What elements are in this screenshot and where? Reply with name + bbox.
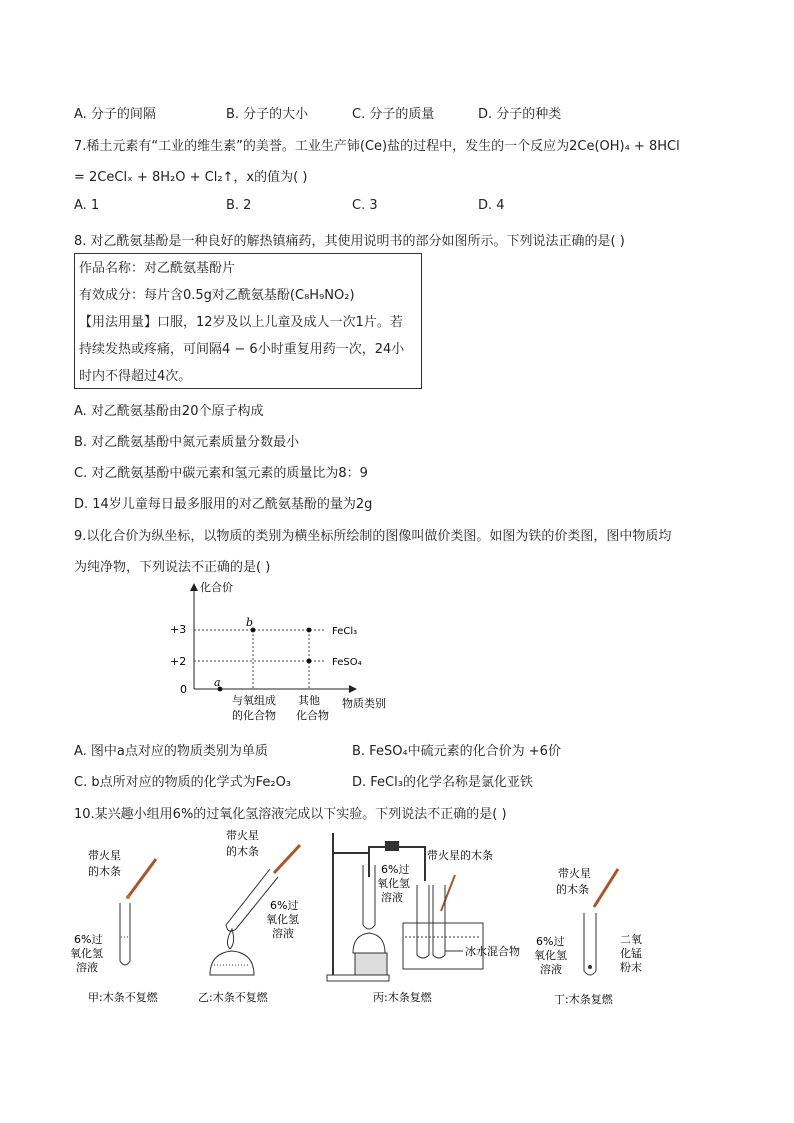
instruction-line: 持续发热或疼痛，可间隔4 − 6小时重复用药一次，24小 <box>79 342 405 357</box>
q6-option-a: A. 分子的间隔 <box>74 107 156 122</box>
y-tick-label: +3 <box>170 623 187 636</box>
x-axis-label: 物质类别 <box>342 697 386 710</box>
x-category-label: 化合物 <box>296 709 329 722</box>
solution-label: 6%过 <box>536 935 565 948</box>
point-feso4 <box>307 659 312 664</box>
x-category-label: 的化合物 <box>232 709 276 722</box>
solution-label: 6%过 <box>270 899 299 912</box>
experiment-caption: 丙:木条复燃 <box>373 991 432 1004</box>
instruction-line: 时内不得超过4次。 <box>79 369 192 384</box>
experiment-bing-diagram <box>325 825 535 1010</box>
solution-label: 溶液 <box>272 927 294 940</box>
lamp-block <box>355 953 387 975</box>
experiment-yi-diagram <box>196 825 316 1010</box>
test-tube <box>120 903 130 965</box>
point-a-label: a <box>214 676 221 689</box>
catalyst-label: 二氧 <box>620 933 642 946</box>
catalyst-label: 化锰 <box>620 947 642 960</box>
instruction-box <box>74 253 422 389</box>
instruction-line: 有效成分：每片含0.5g对乙酰氨基酚(C₈H₉NO₂) <box>79 288 355 303</box>
solution-label: 6%过 <box>74 933 103 946</box>
splint-label: 带火星 <box>226 829 259 842</box>
q7-option-c: C. 3 <box>352 198 378 213</box>
catalyst-label: 粉末 <box>620 961 642 974</box>
experiment-caption: 丁:木条复燃 <box>554 993 613 1006</box>
q7-stem-line2: = 2CeClₓ + 8H₂O + Cl₂↑，x的值为( ) <box>74 170 308 185</box>
q9-option-a: A. 图中a点对应的物质类别为单质 <box>74 744 268 759</box>
solution-label: 氧化氢 <box>266 913 299 926</box>
experiment-ding-diagram <box>534 825 664 1010</box>
q6-option-c: C. 分子的质量 <box>352 107 435 122</box>
x-category-label: 与氧组成 <box>232 694 276 707</box>
collecting-tube <box>417 885 429 958</box>
fecl3-label: FeCl₃ <box>332 626 358 637</box>
q9-stem-line2: 为纯净物，下列说法不正确的是( ) <box>74 560 271 575</box>
q7-option-b: B. 2 <box>226 198 252 213</box>
q9-option-c: C. b点所对应的物质的化学式为Fe₂O₃ <box>74 775 292 790</box>
solution-label: 6%过 <box>381 863 410 876</box>
instruction-line: 作品名称：对乙酰氨基酚片 <box>79 261 236 276</box>
splint-ember <box>126 895 130 899</box>
q7-option-a: A. 1 <box>74 198 100 213</box>
q10-stem: 10.某兴趣小组用6%的过氧化氢溶液完成以下实验。下列说法不正确的是( ) <box>74 807 507 822</box>
q6-option-b: B. 分子的大小 <box>226 107 309 122</box>
splint-label: 带火星 <box>558 867 591 880</box>
y-tick-label: 0 <box>180 683 187 696</box>
splint-label: 带火星的木条 <box>427 849 493 862</box>
alcohol-lamp <box>210 951 254 975</box>
feso4-label: FeSO₄ <box>332 657 362 668</box>
y-axis-label: 化合价 <box>200 581 233 594</box>
q8-stem: 8. 对乙酰氨基酚是一种良好的解热镇痛药，其使用说明书的部分如图所示。下列说法正确的是( ) <box>74 234 625 249</box>
y-tick-label: +2 <box>170 655 187 668</box>
experiment-jia-diagram <box>70 825 190 1010</box>
collecting-tube <box>433 885 445 958</box>
wooden-splint <box>128 859 156 897</box>
q9-option-b: B. FeSO₄中硫元素的化合价为 +6价 <box>352 744 561 759</box>
solution-label: 溶液 <box>76 961 98 974</box>
solution-label: 氧化氢 <box>534 949 567 962</box>
experiment-caption: 乙:木条不复燃 <box>198 991 268 1004</box>
ice-water-label: 冰水混合物 <box>465 945 520 958</box>
x-category-label: 其他 <box>298 694 320 707</box>
splint-label: 的木条 <box>556 883 589 896</box>
q8-option-d: D. 14岁儿童每日最多服用的对乙酰氨基酚的量为2g <box>74 497 373 512</box>
wooden-splint <box>441 875 455 911</box>
q8-option-c: C. 对乙酰氨基酚中碳元素和氢元素的质量比为8：9 <box>74 466 368 481</box>
splint-label: 带火星 <box>88 849 121 862</box>
point-fecl3 <box>307 628 312 633</box>
q9-stem-line1: 9.以化合价为纵坐标，以物质的类别为横坐标所绘制的图像叫做价类图。如图为铁的价类图，图中物质均 <box>74 529 672 544</box>
splint-label: 的木条 <box>88 865 121 878</box>
instruction-line: 【用法用量】口服，12岁及以上儿童及成人一次1片。若 <box>79 315 403 330</box>
q8-option-a: A. 对乙酰氨基酚由20个原子构成 <box>74 404 264 419</box>
q9-option-d: D. FeCl₃的化学名称是氯化亚铁 <box>352 775 533 790</box>
q8-option-b: B. 对乙酰氨基酚中氮元素质量分数最小 <box>74 435 300 450</box>
iron-stand-base <box>327 975 389 981</box>
point-b-label: b <box>246 616 254 629</box>
splint-label: 的木条 <box>226 845 259 858</box>
q6-option-d: D. 分子的种类 <box>478 107 562 122</box>
solution-label: 溶液 <box>381 891 403 904</box>
q7-stem-line1: 7.稀土元素有“工业的维生素”的美誉。工业生产铈(Ce)盐的过程中，发生的一个反应为2Ce(OH)₄ + 8HCl <box>74 139 680 154</box>
experiment-caption: 甲:木条不复燃 <box>88 991 158 1004</box>
solution-label: 氧化氢 <box>377 877 410 890</box>
solution-label: 氧化氢 <box>70 947 103 960</box>
flame <box>227 929 233 949</box>
solution-label: 溶液 <box>540 963 562 976</box>
valence-class-chart <box>160 577 420 725</box>
alcohol-lamp <box>353 933 385 953</box>
wooden-splint <box>274 845 300 873</box>
wooden-splint <box>594 869 618 907</box>
q7-option-d: D. 4 <box>478 198 505 213</box>
